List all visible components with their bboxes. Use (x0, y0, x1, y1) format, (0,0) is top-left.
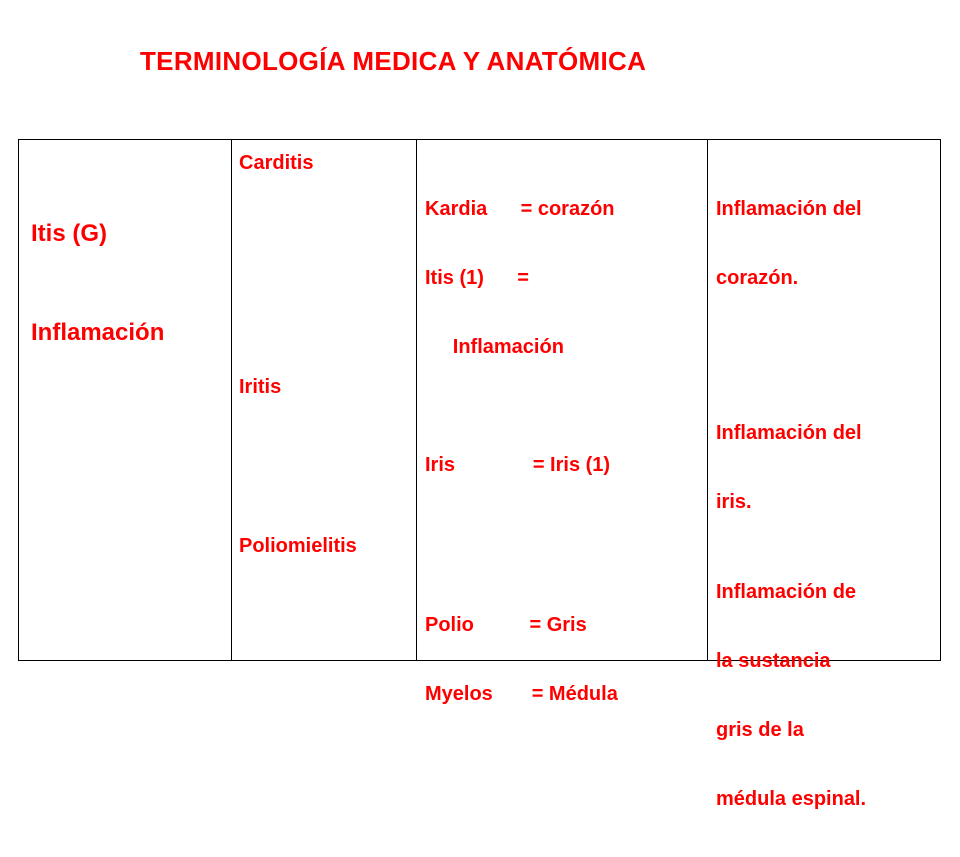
etymology-line: Inflamación (425, 336, 564, 358)
suffix-cell (31, 151, 164, 415)
term-cell: Poliomielitis (239, 535, 357, 557)
etymology-cell (425, 152, 615, 405)
meaning-line: la sustancia (716, 650, 831, 672)
etymology-line: Itis (1) = (425, 267, 529, 289)
meaning-line: Inflamación de (716, 581, 857, 603)
term-cell: Carditis (239, 152, 314, 174)
meaning-line: gris de la (716, 719, 804, 741)
terminology-table (18, 139, 941, 810)
meaning-cell (716, 152, 862, 336)
etymology-cell (425, 408, 610, 523)
meaning-line: médula espinal. (716, 788, 867, 810)
meaning-line: iris. (716, 491, 752, 513)
column-divider (231, 140, 232, 660)
etymology-line: Myelos = Médula (425, 683, 618, 705)
etymology-cell (425, 568, 618, 752)
meaning-line: Inflamación del (716, 422, 862, 444)
page-title: TERMINOLOGÍA MEDICA Y ANATÓMICA (140, 46, 647, 76)
suffix-name: Itis (G) (31, 220, 107, 247)
meaning-cell (716, 376, 862, 560)
column-divider (707, 140, 708, 660)
suffix-meaning: Inflamación (31, 319, 165, 346)
meaning-line: Inflamación del (716, 198, 862, 220)
meaning-line: corazón. (716, 267, 799, 289)
column-divider (416, 140, 417, 660)
etymology-line: Iris = Iris (1) (425, 454, 611, 476)
term-cell: Iritis (239, 376, 282, 398)
meaning-cell (716, 535, 866, 857)
etymology-line: Polio = Gris (425, 614, 587, 636)
etymology-line: Kardia = corazón (425, 198, 615, 220)
